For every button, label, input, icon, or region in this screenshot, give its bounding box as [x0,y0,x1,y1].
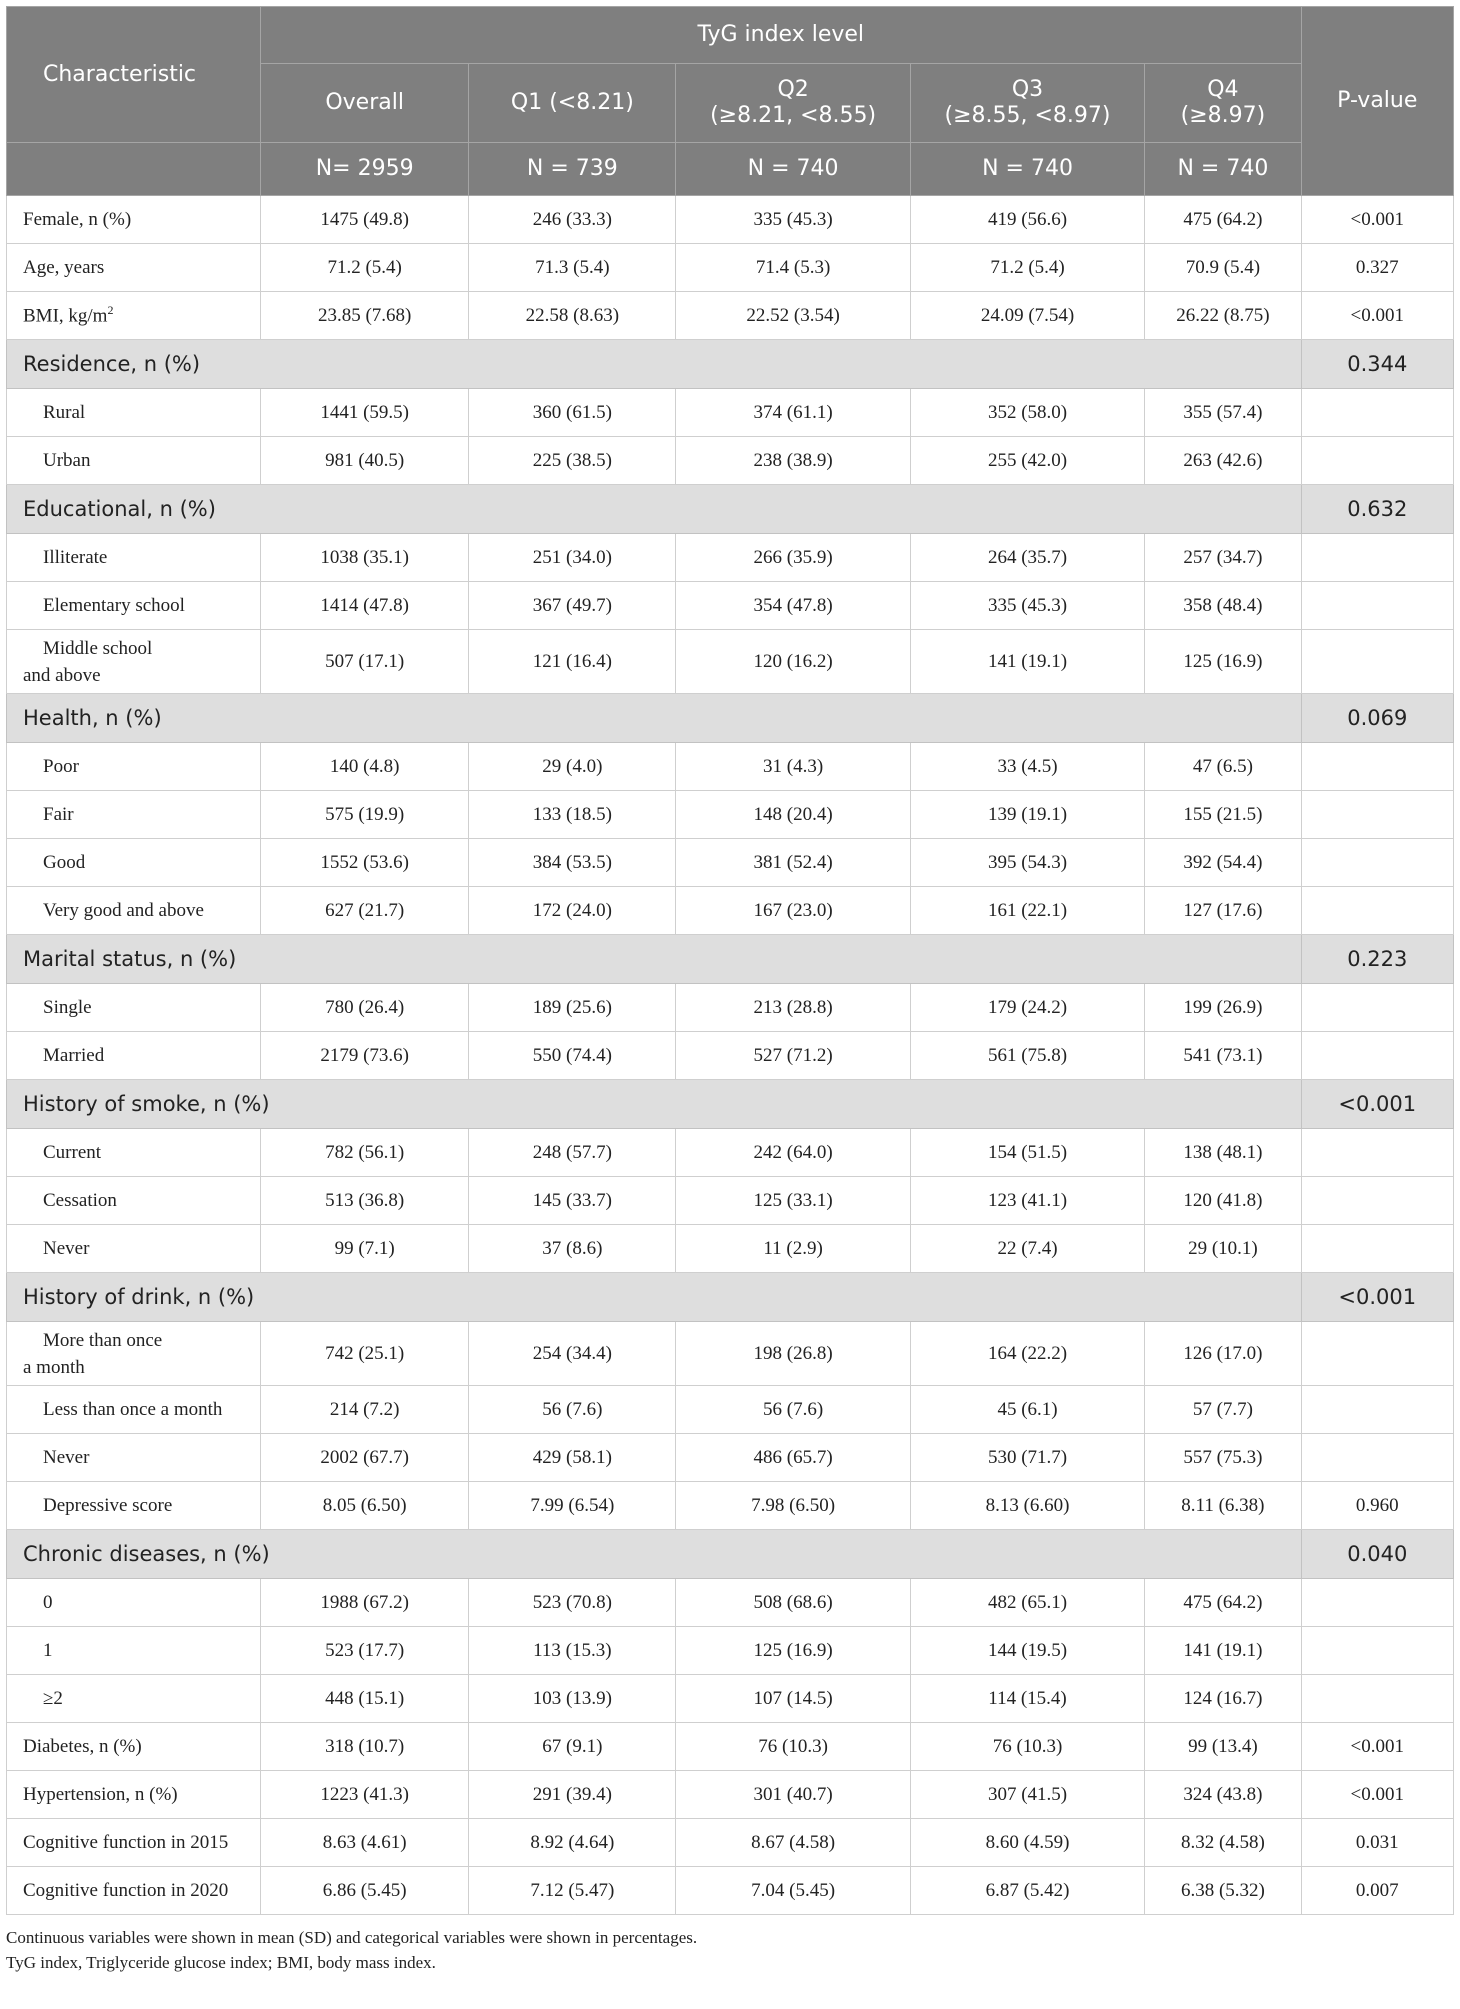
table-body [7,196,1454,1915]
table-row: Age, years 71.2 (5.4) 71.3 (5.4) 71.4 (5.3) 71.2 (5.4) 70.9 (5.4) 0.327 [7,244,1454,292]
table-row: ≥2 448 (15.1) 103 (13.9) 107 (14.5) 114 (15.4) 124 (16.7) [7,1675,1454,1723]
col-overall-n: N= 2959 [260,143,468,196]
group-row-residence: Residence, n (%) 0.344 [7,340,1454,389]
pvalue-header: P-value [1301,7,1453,196]
table-row: 1 523 (17.7) 113 (15.3) 125 (16.9) 144 (19.5) 141 (19.1) [7,1627,1454,1675]
group-row-chronic: Chronic diseases, n (%) 0.040 [7,1530,1454,1579]
table-row: Never 2002 (67.7) 429 (58.1) 486 (65.7) 530 (71.7) 557 (75.3) [7,1434,1454,1482]
table-row: Very good and above 627 (21.7) 172 (24.0) 167 (23.0) 161 (22.1) 127 (17.6) [7,887,1454,935]
table-row: Elementary school 1414 (47.8) 367 (49.7) 354 (47.8) 335 (45.3) 358 (48.4) [7,582,1454,630]
characteristic-header-spacer [7,143,261,196]
table-notes [6,1925,1454,1975]
table-row: Cognitive function in 2020 6.86 (5.45) 7.12 (5.47) 7.04 (5.45) 6.87 (5.42) 6.38 (5.32) 0.007 [7,1867,1454,1915]
table-row: Urban 981 (40.5) 225 (38.5) 238 (38.9) 255 (42.0) 263 (42.6) [7,437,1454,485]
table-row: Less than once a month 214 (7.2) 56 (7.6) 56 (7.6) 45 (6.1) 57 (7.7) [7,1386,1454,1434]
characteristics-table [6,6,1454,1915]
table-row: Middle school and above 507 (17.1) 121 (16.4) 120 (16.2) 141 (19.1) 125 (16.9) [7,630,1454,694]
table-row: Current 782 (56.1) 248 (57.7) 242 (64.0) 154 (51.5) 138 (48.1) [7,1129,1454,1177]
col-q1-n: N = 739 [469,143,676,196]
group-row-educational: Educational, n (%) 0.632 [7,485,1454,534]
table-row: Illiterate 1038 (35.1) 251 (34.0) 266 (35.9) 264 (35.7) 257 (34.7) [7,534,1454,582]
col-q2-label: Q2 (≥8.21, <8.55) [676,64,910,143]
col-q2-n: N = 740 [676,143,910,196]
table-row: Good 1552 (53.6) 384 (53.5) 381 (52.4) 395 (54.3) 392 (54.4) [7,839,1454,887]
group-title: TyG index level [260,7,1301,64]
characteristic-header: Characteristic [7,7,261,143]
group-row-drink: History of drink, n (%) <0.001 [7,1273,1454,1322]
col-q1-label: Q1 (<8.21) [469,64,676,143]
col-q4-label: Q4 (≥8.97) [1145,64,1301,143]
note-line-1: Continuous variables were shown in mean (SD) and categorical variables were shown in percentages. [6,1928,698,1947]
table-row: Cognitive function in 2015 8.63 (4.61) 8.92 (4.64) 8.67 (4.58) 8.60 (4.59) 8.32 (4.58) 0.031 [7,1819,1454,1867]
table-row: Depressive score 8.05 (6.50) 7.99 (6.54) 7.98 (6.50) 8.13 (6.60) 8.11 (6.38) 0.960 [7,1482,1454,1530]
table-row: Female, n (%) 1475 (49.8) 246 (33.3) 335 (45.3) 419 (56.6) 475 (64.2) <0.001 [7,196,1454,244]
table-row: Diabetes, n (%) 318 (10.7) 67 (9.1) 76 (10.3) 76 (10.3) 99 (13.4) <0.001 [7,1723,1454,1771]
col-q4-n: N = 740 [1145,143,1301,196]
table-row: Rural 1441 (59.5) 360 (61.5) 374 (61.1) 352 (58.0) 355 (57.4) [7,389,1454,437]
group-row-marital: Marital status, n (%) 0.223 [7,935,1454,984]
table-row: Poor 140 (4.8) 29 (4.0) 31 (4.3) 33 (4.5) 47 (6.5) [7,743,1454,791]
table-row: 0 1988 (67.2) 523 (70.8) 508 (68.6) 482 (65.1) 475 (64.2) [7,1579,1454,1627]
col-overall-label: Overall [260,64,468,143]
table-row: Single 780 (26.4) 189 (25.6) 213 (28.8) 179 (24.2) 199 (26.9) [7,984,1454,1032]
table-row: Cessation 513 (36.8) 145 (33.7) 125 (33.1) 123 (41.1) 120 (41.8) [7,1177,1454,1225]
table-container [6,6,1454,1975]
col-q3-n: N = 740 [910,143,1144,196]
note-line-2: TyG index, Triglyceride glucose index; BMI, body mass index. [6,1953,436,1972]
table-row: More than once a month 742 (25.1) 254 (34.4) 198 (26.8) 164 (22.2) 126 (17.0) [7,1322,1454,1386]
table-row: Hypertension, n (%) 1223 (41.3) 291 (39.4) 301 (40.7) 307 (41.5) 324 (43.8) <0.001 [7,1771,1454,1819]
col-q3-label: Q3 (≥8.55, <8.97) [910,64,1144,143]
table-row: Never 99 (7.1) 37 (8.6) 11 (2.9) 22 (7.4) 29 (10.1) [7,1225,1454,1273]
table-header [7,7,1454,196]
group-row-smoke: History of smoke, n (%) <0.001 [7,1080,1454,1129]
group-row-health: Health, n (%) 0.069 [7,694,1454,743]
table-row: Fair 575 (19.9) 133 (18.5) 148 (20.4) 139 (19.1) 155 (21.5) [7,791,1454,839]
table-row: BMI, $kg/m^2$ 23.85 (7.68) 22.58 (8.63) 22.52 (3.54) 24.09 (7.54) 26.22 (8.75) <0.001 [7,292,1454,340]
table-row: Married 2179 (73.6) 550 (74.4) 527 (71.2) 561 (75.8) 541 (73.1) [7,1032,1454,1080]
